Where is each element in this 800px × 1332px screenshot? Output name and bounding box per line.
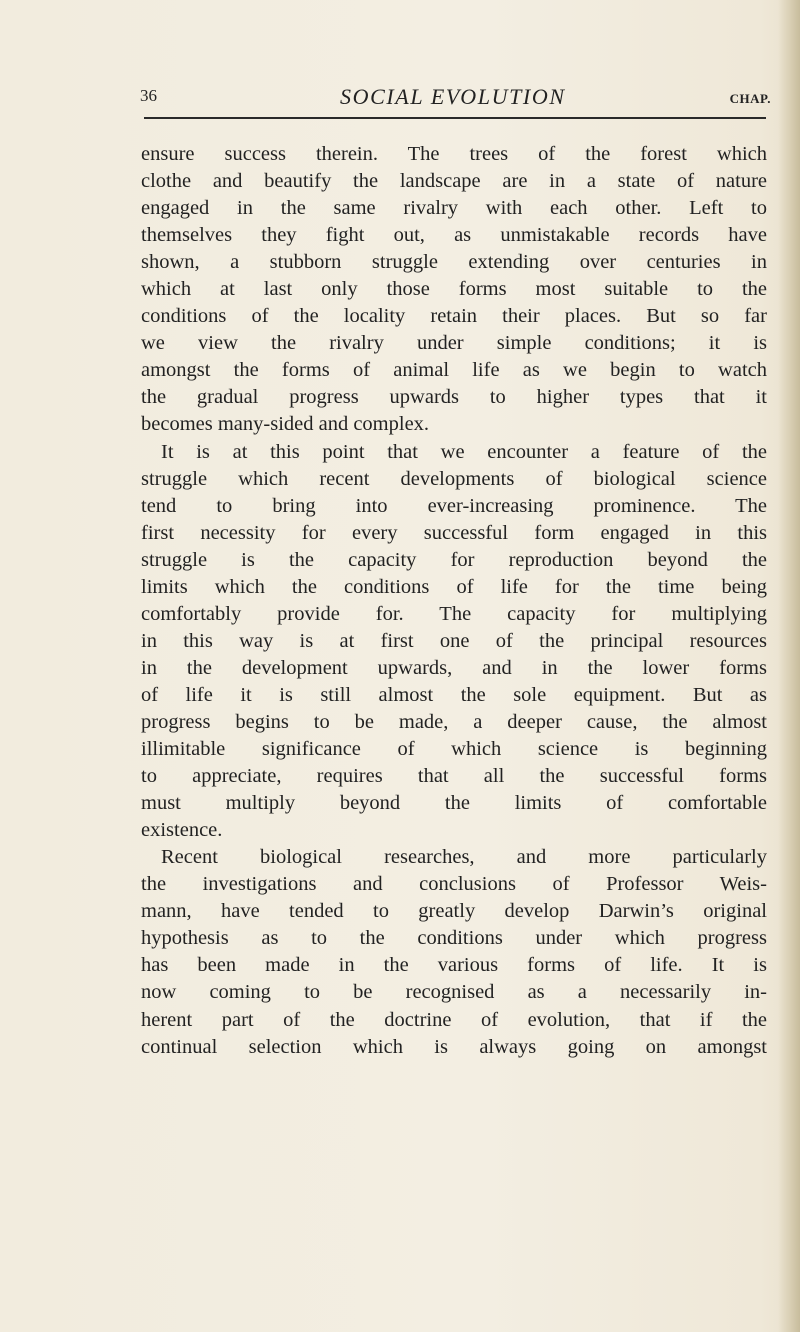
text-line: themselves they fight out, as unmistakable records have <box>141 224 767 247</box>
chapter-abbrev: CHAP. <box>729 91 771 106</box>
text-line: It is at this point that we encounter a feature of the <box>161 440 767 463</box>
text-line: conditions of the locality retain their places. But so far <box>141 305 767 328</box>
text-line: becomes many-sided and complex. <box>141 413 430 436</box>
text-line: of life it is still almost the sole equipment. But as <box>141 683 767 706</box>
body-text <box>141 141 767 1061</box>
running-title: SOCIAL EVOLUTION <box>340 84 566 109</box>
text-line: progress begins to be made, a deeper cause, the almost <box>141 710 767 733</box>
header-rule <box>144 117 766 119</box>
text-line: now coming to be recognised as a necessarily in- <box>141 981 767 1004</box>
text-line: the gradual progress upwards to higher types that it <box>141 386 767 409</box>
page-number: 36 <box>140 86 157 105</box>
text-line: comfortably provide for. The capacity for multiplying <box>141 602 767 625</box>
page-header <box>140 86 775 116</box>
text-line: struggle which recent developments of biological science <box>141 467 767 490</box>
text-line: to appreciate, requires that all the successful forms <box>141 765 767 788</box>
text-line: hypothesis as to the conditions under which progress <box>141 927 767 950</box>
text-line: has been made in the various forms of life. It is <box>141 954 767 977</box>
text-line: we view the rivalry under simple conditions; it is <box>141 332 767 355</box>
text-line: struggle is the capacity for reproduction beyond the <box>141 548 767 571</box>
text-line: first necessity for every successful form engaged in this <box>141 521 767 544</box>
text-line: existence. <box>141 819 223 842</box>
text-line: in the development upwards, and in the lower forms <box>141 656 767 679</box>
text-line: shown, a stubborn struggle extending over centuries in <box>141 251 767 274</box>
text-line: in this way is at first one of the principal resources <box>141 629 767 652</box>
text-line: Recent biological researches, and more particularly <box>161 846 767 869</box>
text-line: amongst the forms of animal life as we begin to watch <box>141 359 767 382</box>
text-line: engaged in the same rivalry with each other. Left to <box>141 197 767 220</box>
text-line: continual selection which is always going on amongst <box>141 1035 767 1058</box>
text-line: illimitable significance of which science is beginning <box>141 738 767 761</box>
text-line: mann, have tended to greatly develop Darwin’s original <box>141 900 767 923</box>
text-line: ensure success therein. The trees of the forest which <box>141 143 767 165</box>
page-edge-shadow <box>778 0 800 1332</box>
text-line: which at last only those forms most suitable to the <box>141 278 767 301</box>
text-line: the investigations and conclusions of Professor Weis- <box>141 873 767 896</box>
text-line: tend to bring into ever-increasing prominence. The <box>141 494 767 517</box>
text-line: must multiply beyond the limits of comfortable <box>141 792 767 815</box>
text-line: limits which the conditions of life for the time being <box>141 575 767 598</box>
text-line: herent part of the doctrine of evolution, that if the <box>141 1008 767 1031</box>
text-line: clothe and beautify the landscape are in a state of nature <box>141 170 767 193</box>
